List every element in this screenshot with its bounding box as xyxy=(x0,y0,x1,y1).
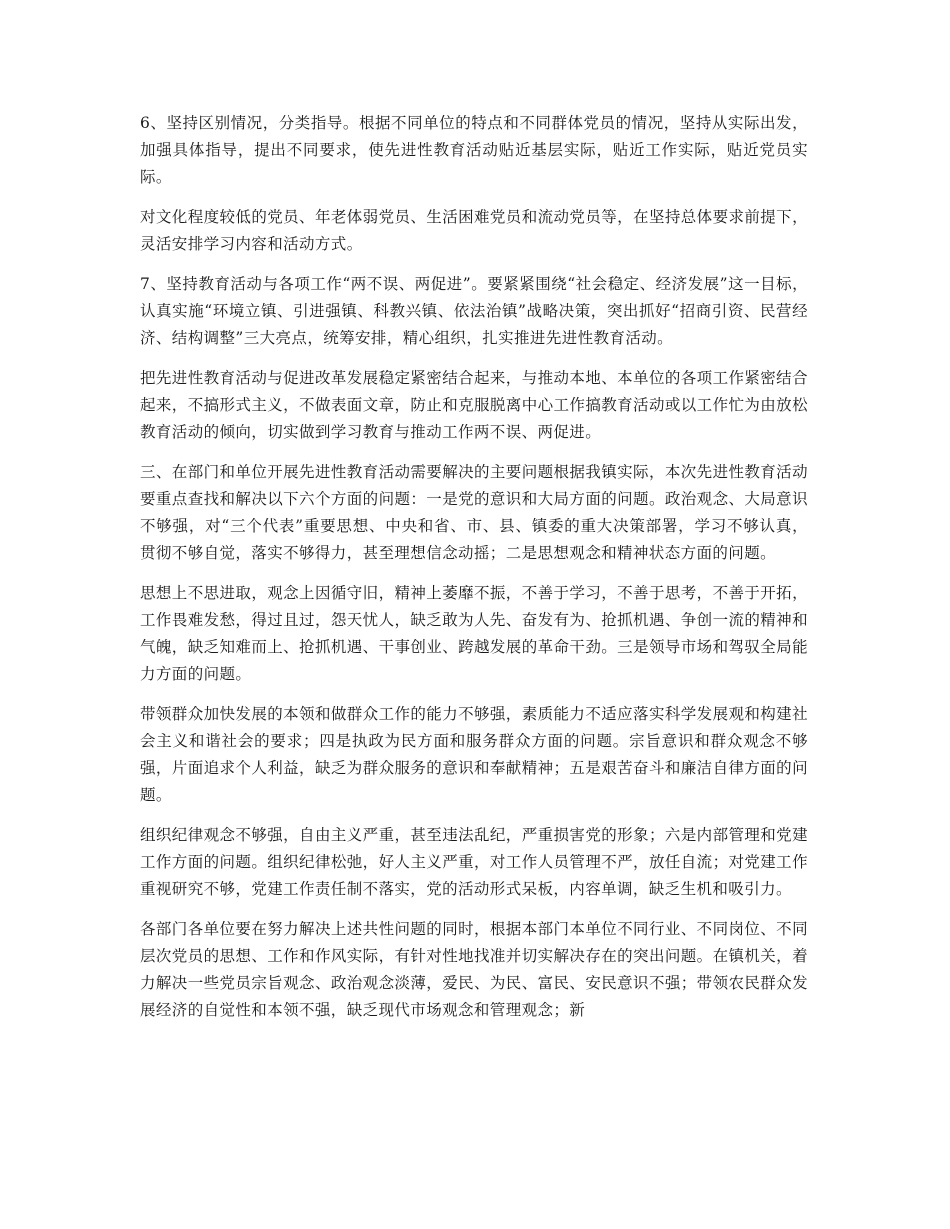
paragraph-principle-7: 7、坚持教育活动与各项工作“两不误、两促进”。要紧紧围绕“社会稳定、经济发展”这一目标，认真实施“环境立镇、引进强镇、科教兴镇、依法治镇”战略决策，突出抓好“招商引资、民营经济、结构调整”三大亮点，统筹安排，精心组织，扎实推进先进性教育活动。 xyxy=(140,275,808,347)
paragraph-combine-with-work: 把先进性教育活动与促进改革发展稳定紧密结合起来，与推动本地、本单位的各项工作紧密结合起来，不搞形式主义，不做表面文章，防止和克服脱离中心工作搞教育活动或以工作忙为由放松教育活动的倾向，切实做到学习教育与推动工作两不误、两促进。 xyxy=(140,369,808,441)
paragraph-leadership-problems: 带领群众加快发展的本领和做群众工作的能力不够强，素质能力不适应落实科学发展观和构建社会主义和谐社会的要求；四是执政为民方面和服务群众方面的问题。宗旨意识和群众观念不够强，片面追求个人利益，缺乏为群众服务的意识和奉献精神；五是艰苦奋斗和廉洁自律方面的问题。 xyxy=(140,705,808,804)
paragraph-principle-6: 6、坚持区别情况，分类指导。根据不同单位的特点和不同群体党员的情况，坚持从实际出发，加强具体指导，提出不同要求，使先进性教育活动贴近基层实际，贴近工作实际，贴近党员实际。 xyxy=(140,114,808,186)
document-body xyxy=(140,110,808,1037)
paragraph-discipline-problems: 组织纪律观念不够强，自由主义严重，甚至违法乱纪，严重损害党的形象；六是内部管理和党建工作方面的问题。组织纪律松弛，好人主义严重，对工作人员管理不严，放任自流；对党建工作重视研究不够，党建工作责任制不落实，党的活动形式呆板，内容单调，缺乏生机和吸引力。 xyxy=(140,826,808,898)
paragraph-unit-specific-problems: 各部门各单位要在努力解决上述共性问题的同时，根据本部门本单位不同行业、不同岗位、不同层次党员的思想、工作和作风实际，有针对性地找准并切实解决存在的突出问题。在镇机关，着力解决一些党员宗旨观念、政治观念淡薄，爱民、为民、富民、安民意识不强；带领农民群众发展经济的自觉性和本领不强，缺乏现代市场观念和管理观念；新 xyxy=(140,920,808,1019)
paragraph-section-three: 三、在部门和单位开展先进性教育活动需要解决的主要问题根据我镇实际，本次先进性教育活动要重点查找和解决以下六个方面的问题：一是党的意识和大局方面的问题。政治观念、大局意识不够强，对“三个代表”重要思想、中央和省、市、县、镇委的重大决策部署，学习不够认真，贯彻不够自觉，落实不够得力，甚至理想信念动摇；二是思想观念和精神状态方面的问题。 xyxy=(140,463,808,562)
paragraph-flexible-arrangement: 对文化程度较低的党员、年老体弱党员、生活困难党员和流动党员等，在坚持总体要求前提下，灵活安排学习内容和活动方式。 xyxy=(140,208,808,253)
paragraph-mindset-problems: 思想上不思进取，观念上因循守旧，精神上萎靡不振，不善于学习，不善于思考，不善于开拓，工作畏难发愁，得过且过，怨天忧人，缺乏敢为人先、奋发有为、抢抓机遇、争创一流的精神和气魄，缺乏知难而上、抢抓机遇、干事创业、跨越发展的革命干劲。三是领导市场和驾驭全局能力方面的问题。 xyxy=(140,584,808,683)
